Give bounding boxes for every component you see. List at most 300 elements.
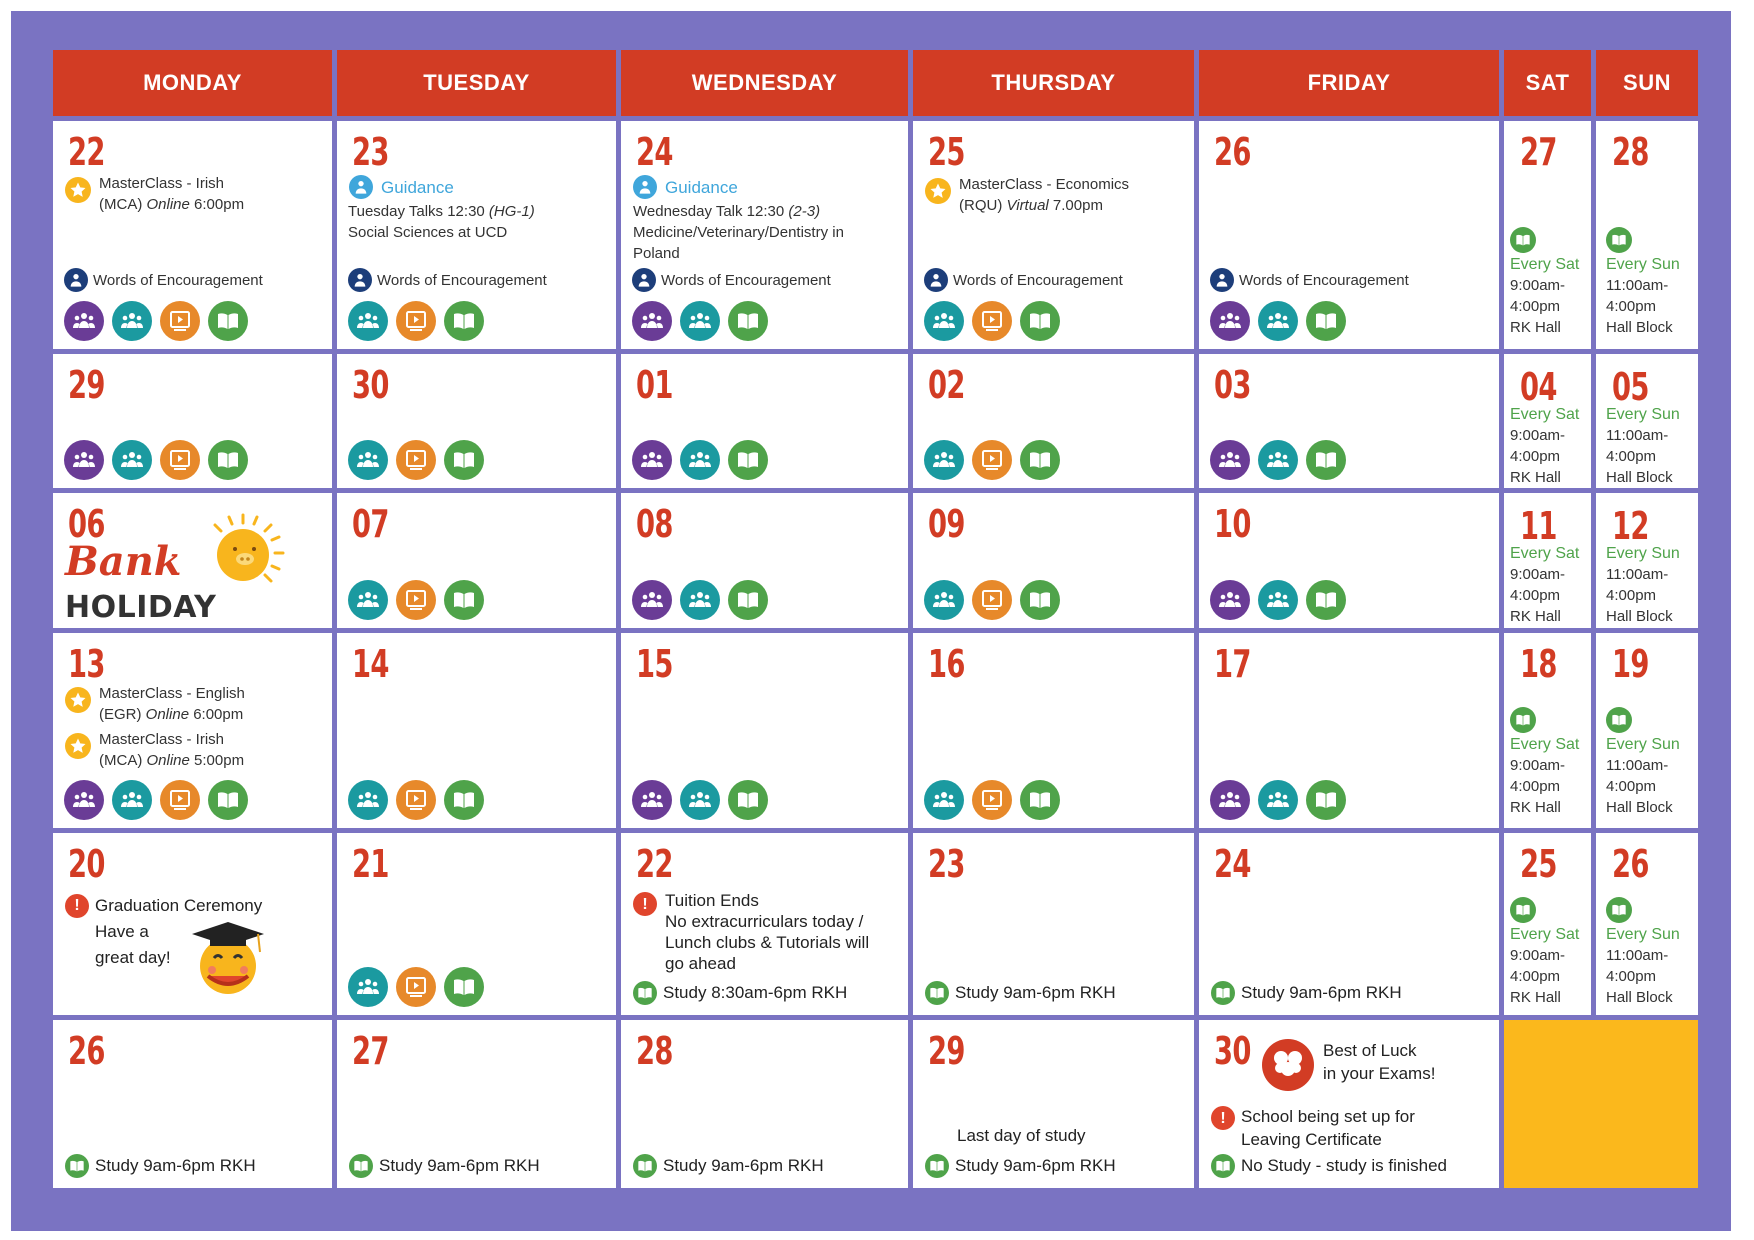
book-icon[interactable] (444, 301, 484, 341)
book-icon[interactable] (1306, 301, 1346, 341)
day-cell-wed-28[interactable] (621, 1020, 908, 1188)
day-cell-sat-27[interactable] (1504, 121, 1591, 349)
date-number: 02 (928, 363, 965, 407)
header-wednesday: WEDNESDAY (621, 50, 908, 116)
person-icon (64, 268, 88, 292)
day-cell-tue-23[interactable] (337, 121, 616, 349)
activity-icons (1210, 780, 1346, 820)
tuition-note-1: No extracurriculars today / (665, 912, 864, 931)
book-icon[interactable] (208, 780, 248, 820)
masterclass-time: 6:00pm (189, 706, 244, 723)
weekend-study-info (1606, 543, 1680, 627)
date-number: 24 (636, 130, 673, 174)
day-cell-sun-26[interactable] (1596, 833, 1698, 1015)
talk-room: (HG-1) (488, 203, 535, 220)
sun-time-end: 4:00pm (1606, 778, 1657, 795)
video-lesson-icon[interactable] (972, 780, 1012, 820)
date-number: 05 (1612, 365, 1649, 409)
tuition-note-2: Lunch clubs & Tutorials will (665, 933, 870, 952)
book-icon[interactable] (1020, 301, 1060, 341)
sun-time-start: 11:00am- (1606, 947, 1669, 964)
people-icon[interactable] (112, 440, 152, 480)
luck-line-2: in your Exams! (1323, 1064, 1436, 1083)
person-icon (348, 268, 372, 292)
sat-time-start: 9:00am- (1510, 566, 1566, 583)
sun-time-end: 4:00pm (1606, 968, 1657, 985)
people-icon[interactable] (680, 301, 720, 341)
sat-time-end: 4:00pm (1510, 587, 1561, 604)
words-of-encouragement[interactable] (348, 268, 547, 292)
day-cell-mon-26[interactable] (53, 1020, 332, 1188)
date-number: 17 (1214, 642, 1251, 686)
every-sun-label: Every Sun (1606, 545, 1680, 562)
every-sat-label: Every Sat (1510, 256, 1580, 273)
date-number: 21 (352, 842, 389, 886)
day-cell-wed-08[interactable] (621, 493, 908, 628)
people-icon[interactable] (680, 440, 720, 480)
weekend-study-info (1606, 924, 1680, 1008)
talk-topic: Social Sciences at UCD (348, 224, 508, 241)
sat-time-start: 9:00am- (1510, 277, 1566, 294)
person-icon (632, 268, 656, 292)
video-lesson-icon[interactable] (396, 967, 436, 1007)
masterclass-event-english[interactable] (65, 683, 324, 725)
date-number: 11 (1520, 504, 1557, 548)
date-number: 12 (1612, 504, 1649, 548)
school-setup-event[interactable] (1211, 1105, 1415, 1151)
day-cell-mon-20[interactable] (53, 833, 332, 1015)
woe-label: Words of Encouragement (953, 271, 1123, 289)
guidance-icon (349, 175, 373, 199)
guidance-event[interactable] (349, 175, 608, 243)
day-cell-fri-17[interactable] (1199, 633, 1499, 828)
day-cell-sat-04[interactable] (1504, 354, 1591, 488)
day-cell-sun-12[interactable] (1596, 493, 1698, 628)
book-icon[interactable] (728, 780, 768, 820)
book-icon (1606, 897, 1632, 923)
book-icon[interactable] (444, 580, 484, 620)
sun-pig-icon (201, 513, 291, 603)
study-session[interactable] (1211, 981, 1402, 1005)
masterclass-mode: Virtual (1006, 197, 1049, 214)
book-icon (349, 1154, 373, 1178)
book-icon[interactable] (1020, 440, 1060, 480)
study-label: Study 9am-6pm RKH (955, 983, 1116, 1002)
study-label: Study 9am-6pm RKH (379, 1156, 540, 1175)
sat-place: RK Hall (1510, 608, 1561, 625)
masterclass-time: 7.00pm (1048, 197, 1103, 214)
date-number: 28 (636, 1029, 673, 1073)
star-icon (65, 733, 91, 759)
book-icon[interactable] (1306, 440, 1346, 480)
book-icon[interactable] (1306, 780, 1346, 820)
every-sat-label: Every Sat (1510, 406, 1580, 423)
activity-icons (632, 301, 768, 341)
sat-time-start: 9:00am- (1510, 947, 1566, 964)
star-icon (65, 687, 91, 713)
woe-label: Words of Encouragement (93, 271, 263, 289)
masterclass-event[interactable] (925, 174, 1186, 216)
header-thursday: THURSDAY (913, 50, 1194, 116)
day-cell-sat-25[interactable] (1504, 833, 1591, 1015)
activity-icons (64, 301, 248, 341)
group-icon[interactable] (1210, 440, 1250, 480)
best-of-luck-note (1323, 1039, 1435, 1085)
book-icon[interactable] (728, 440, 768, 480)
day-cell-sun-28[interactable] (1596, 121, 1698, 349)
study-session[interactable] (65, 1154, 256, 1178)
day-cell-mon-22[interactable] (53, 121, 332, 349)
sat-time-end: 4:00pm (1510, 298, 1561, 315)
video-lesson-icon[interactable] (972, 440, 1012, 480)
exclamation-icon: ! (65, 894, 89, 918)
date-number: 10 (1214, 502, 1251, 546)
book-icon (633, 981, 657, 1005)
shamrock-icon (1261, 1038, 1315, 1092)
day-cell-fri-10[interactable] (1199, 493, 1499, 628)
book-icon (633, 1154, 657, 1178)
sun-time-start: 11:00am- (1606, 566, 1669, 583)
day-cell-fri-03[interactable] (1199, 354, 1499, 488)
day-cell-thu-16[interactable] (913, 633, 1194, 828)
date-number: 20 (68, 842, 105, 886)
day-cell-thu-25[interactable] (913, 121, 1194, 349)
date-number: 19 (1612, 642, 1649, 686)
date-number: 22 (636, 842, 673, 886)
no-study-note[interactable] (1211, 1154, 1447, 1178)
guidance-icon (633, 175, 657, 199)
book-icon (65, 1154, 89, 1178)
bank-holiday-bank: Bank (65, 538, 182, 585)
activity-icons (348, 440, 484, 480)
day-cell-sun-19[interactable] (1596, 633, 1698, 828)
people-icon[interactable] (924, 780, 964, 820)
weekend-study-info (1510, 734, 1579, 818)
graduation-emoji-icon (188, 918, 268, 998)
masterclass-title: MasterClass - Economics (959, 176, 1130, 193)
sun-place: Hall Block (1606, 799, 1673, 816)
sun-time-start: 11:00am- (1606, 427, 1669, 444)
sun-time-end: 4:00pm (1606, 587, 1657, 604)
day-cell-thu-29[interactable] (913, 1020, 1194, 1188)
book-icon (1211, 981, 1235, 1005)
people-icon[interactable] (680, 580, 720, 620)
guidance-event[interactable] (633, 175, 900, 264)
activity-icons (924, 440, 1060, 480)
activity-icons (632, 580, 768, 620)
book-icon (1510, 707, 1536, 733)
sun-place: Hall Block (1606, 608, 1673, 625)
words-of-encouragement[interactable] (924, 268, 1123, 292)
sat-place: RK Hall (1510, 319, 1561, 336)
tuition-ends-event[interactable] (633, 890, 869, 974)
talk-topic-cont: Poland (633, 245, 680, 262)
weekend-study-info (1510, 254, 1579, 338)
study-label: Study 9am-6pm RKH (663, 1156, 824, 1175)
date-number: 26 (68, 1029, 105, 1073)
day-cell-mon-29[interactable] (53, 354, 332, 488)
sun-place: Hall Block (1606, 469, 1673, 486)
study-session[interactable] (633, 981, 847, 1005)
book-icon[interactable] (208, 440, 248, 480)
date-number: 09 (928, 502, 965, 546)
exclamation-icon: ! (1211, 1106, 1235, 1130)
people-icon[interactable] (1258, 580, 1298, 620)
every-sun-label: Every Sun (1606, 406, 1680, 423)
every-sat-label: Every Sat (1510, 736, 1580, 753)
group-icon[interactable] (64, 780, 104, 820)
no-study-label: No Study - study is finished (1241, 1156, 1447, 1175)
group-icon[interactable] (632, 301, 672, 341)
masterclass-code: (MCA) (99, 752, 147, 769)
book-icon[interactable] (728, 580, 768, 620)
exclamation-icon: ! (633, 892, 657, 916)
activity-icons (348, 780, 484, 820)
talk-title: Wednesday Talk 12:30 (633, 203, 789, 220)
book-icon (1606, 707, 1632, 733)
date-number: 22 (68, 130, 105, 174)
book-icon[interactable] (444, 780, 484, 820)
day-cell-tue-30[interactable] (337, 354, 616, 488)
people-icon[interactable] (348, 780, 388, 820)
every-sun-label: Every Sun (1606, 256, 1680, 273)
date-number: 13 (68, 642, 105, 686)
people-icon[interactable] (924, 440, 964, 480)
date-number: 24 (1214, 842, 1251, 886)
people-icon[interactable] (112, 301, 152, 341)
video-lesson-icon[interactable] (160, 780, 200, 820)
date-number: 26 (1214, 130, 1251, 174)
book-icon[interactable] (208, 301, 248, 341)
sun-time-end: 4:00pm (1606, 298, 1657, 315)
book-icon (1510, 227, 1536, 253)
weekend-study-info (1510, 404, 1579, 488)
every-sat-label: Every Sat (1510, 545, 1580, 562)
sat-time-end: 4:00pm (1510, 448, 1561, 465)
star-icon (65, 177, 91, 203)
study-label: Study 9am-6pm RKH (955, 1156, 1116, 1175)
every-sat-label: Every Sat (1510, 926, 1580, 943)
day-cell-thu-23[interactable] (913, 833, 1194, 1015)
masterclass-title: MasterClass - Irish (99, 731, 225, 748)
video-lesson-icon[interactable] (160, 301, 200, 341)
book-icon[interactable] (444, 967, 484, 1007)
woe-label: Words of Encouragement (1239, 271, 1409, 289)
date-number: 27 (352, 1029, 389, 1073)
people-icon[interactable] (1258, 440, 1298, 480)
study-label: Study 9am-6pm RKH (1241, 983, 1402, 1002)
study-session[interactable] (633, 1154, 824, 1178)
masterclass-mode: Online (146, 752, 190, 769)
book-icon[interactable] (444, 440, 484, 480)
activity-icons (632, 440, 768, 480)
group-icon[interactable] (632, 440, 672, 480)
sat-place: RK Hall (1510, 799, 1561, 816)
woe-label: Words of Encouragement (661, 271, 831, 289)
group-icon[interactable] (632, 580, 672, 620)
tuition-note-3: go ahead (665, 954, 736, 973)
day-cell-thu-02[interactable] (913, 354, 1194, 488)
people-icon[interactable] (348, 301, 388, 341)
activity-icons (924, 301, 1060, 341)
group-icon[interactable] (1210, 301, 1250, 341)
group-icon[interactable] (632, 780, 672, 820)
date-number: 25 (928, 130, 965, 174)
study-label: Study 9am-6pm RKH (95, 1156, 256, 1175)
video-lesson-icon[interactable] (160, 440, 200, 480)
group-icon[interactable] (1210, 780, 1250, 820)
book-icon[interactable] (1020, 580, 1060, 620)
activity-icons (348, 967, 484, 1007)
video-lesson-icon[interactable] (396, 580, 436, 620)
date-number: 06 (68, 502, 105, 546)
people-icon[interactable] (348, 440, 388, 480)
date-number: 14 (352, 642, 389, 686)
masterclass-title: MasterClass - Irish (99, 175, 225, 192)
book-icon (925, 1154, 949, 1178)
date-number: 07 (352, 502, 389, 546)
weekend-study-info (1510, 543, 1579, 627)
words-of-encouragement[interactable] (632, 268, 831, 292)
people-icon[interactable] (924, 301, 964, 341)
video-lesson-icon[interactable] (972, 301, 1012, 341)
school-line-2: Leaving Certificate (1241, 1130, 1382, 1149)
masterclass-code: (MCA) (99, 196, 147, 213)
group-icon[interactable] (64, 301, 104, 341)
guidance-label: Guidance (665, 177, 738, 197)
people-icon[interactable] (112, 780, 152, 820)
people-icon[interactable] (348, 967, 388, 1007)
day-cell-wed-22[interactable] (621, 833, 908, 1015)
date-number: 25 (1520, 842, 1557, 886)
day-cell-fri-24[interactable] (1199, 833, 1499, 1015)
people-icon[interactable] (348, 580, 388, 620)
masterclass-title: MasterClass - English (99, 685, 245, 702)
header-sun: SUN (1596, 50, 1698, 116)
activity-icons (1210, 580, 1346, 620)
person-icon (924, 268, 948, 292)
book-icon (1510, 897, 1536, 923)
video-lesson-icon[interactable] (396, 440, 436, 480)
masterclass-event[interactable] (65, 173, 324, 215)
group-icon[interactable] (1210, 580, 1250, 620)
weekend-study-info (1510, 924, 1579, 1008)
sat-time-end: 4:00pm (1510, 778, 1561, 795)
sat-time-end: 4:00pm (1510, 968, 1561, 985)
date-number: 04 (1520, 365, 1557, 409)
weekend-study-info (1606, 734, 1680, 818)
header-monday: MONDAY (53, 50, 332, 116)
masterclass-event-irish[interactable] (65, 729, 324, 771)
words-of-encouragement[interactable] (64, 268, 263, 292)
date-number: 28 (1612, 130, 1649, 174)
date-number: 29 (68, 363, 105, 407)
group-icon[interactable] (64, 440, 104, 480)
video-lesson-icon[interactable] (972, 580, 1012, 620)
sun-time-start: 11:00am- (1606, 277, 1669, 294)
every-sun-label: Every Sun (1606, 736, 1680, 753)
study-session[interactable] (349, 1154, 540, 1178)
day-cell-tue-27[interactable] (337, 1020, 616, 1188)
activity-icons (348, 580, 484, 620)
activity-icons (1210, 440, 1346, 480)
masterclass-time: 5:00pm (189, 752, 245, 769)
date-number: 18 (1520, 642, 1557, 686)
talk-topic: Medicine/Veterinary/Dentistry in (633, 224, 844, 241)
header-sat: SAT (1504, 50, 1591, 116)
day-cell-sat-11[interactable] (1504, 493, 1591, 628)
masterclass-code: (RQU) (959, 197, 1007, 214)
date-number: 23 (352, 130, 389, 174)
talk-title: Tuesday Talks 12:30 (348, 203, 489, 220)
date-number: 01 (636, 363, 673, 407)
day-cell-sat-18[interactable] (1504, 633, 1591, 828)
day-cell-tue-14[interactable] (337, 633, 616, 828)
woe-label: Words of Encouragement (377, 271, 547, 289)
words-of-encouragement[interactable] (1210, 268, 1409, 292)
people-icon[interactable] (1258, 301, 1298, 341)
date-number: 27 (1520, 130, 1557, 174)
activity-icons (348, 301, 484, 341)
book-icon[interactable] (728, 301, 768, 341)
sun-place: Hall Block (1606, 989, 1673, 1006)
day-cell-sun-05[interactable] (1596, 354, 1698, 488)
weekend-study-info (1606, 404, 1680, 488)
empty-weekend-block (1504, 1020, 1698, 1188)
day-cell-fri-26[interactable] (1199, 121, 1499, 349)
day-cell-tue-21[interactable] (337, 833, 616, 1015)
people-icon[interactable] (924, 580, 964, 620)
day-cell-wed-15[interactable] (621, 633, 908, 828)
video-lesson-icon[interactable] (396, 301, 436, 341)
activity-icons (64, 440, 248, 480)
luck-line-1: Best of Luck (1323, 1041, 1417, 1060)
tuition-title: Tuition Ends (665, 891, 759, 910)
day-cell-wed-24[interactable] (621, 121, 908, 349)
study-label: Study 8:30am-6pm RKH (663, 983, 848, 1002)
sat-place: RK Hall (1510, 989, 1561, 1006)
day-cell-wed-01[interactable] (621, 354, 908, 488)
guidance-label: Guidance (381, 177, 454, 197)
date-number: 08 (636, 502, 673, 546)
date-number: 30 (1214, 1029, 1251, 1073)
header-tuesday: TUESDAY (337, 50, 616, 116)
date-number: 03 (1214, 363, 1251, 407)
sun-place: Hall Block (1606, 319, 1673, 336)
book-icon[interactable] (1020, 780, 1060, 820)
day-cell-mon-13[interactable] (53, 633, 332, 828)
graduation-title: Graduation Ceremony (95, 896, 263, 915)
day-cell-mon-06[interactable] (53, 493, 332, 628)
book-icon (925, 981, 949, 1005)
people-icon[interactable] (1258, 780, 1298, 820)
sun-time-end: 4:00pm (1606, 448, 1657, 465)
school-line-1: School being set up for (1241, 1107, 1415, 1126)
book-icon[interactable] (1306, 580, 1346, 620)
video-lesson-icon[interactable] (396, 780, 436, 820)
people-icon[interactable] (680, 780, 720, 820)
day-cell-tue-07[interactable] (337, 493, 616, 628)
sat-time-start: 9:00am- (1510, 427, 1566, 444)
day-cell-fri-30[interactable] (1199, 1020, 1499, 1188)
every-sun-label: Every Sun (1606, 926, 1680, 943)
study-session[interactable] (925, 981, 1116, 1005)
day-cell-thu-09[interactable] (913, 493, 1194, 628)
sat-time-start: 9:00am- (1510, 757, 1566, 774)
graduation-msg-2: great day! (95, 948, 171, 967)
book-icon (1606, 227, 1632, 253)
study-session[interactable] (925, 1154, 1116, 1178)
